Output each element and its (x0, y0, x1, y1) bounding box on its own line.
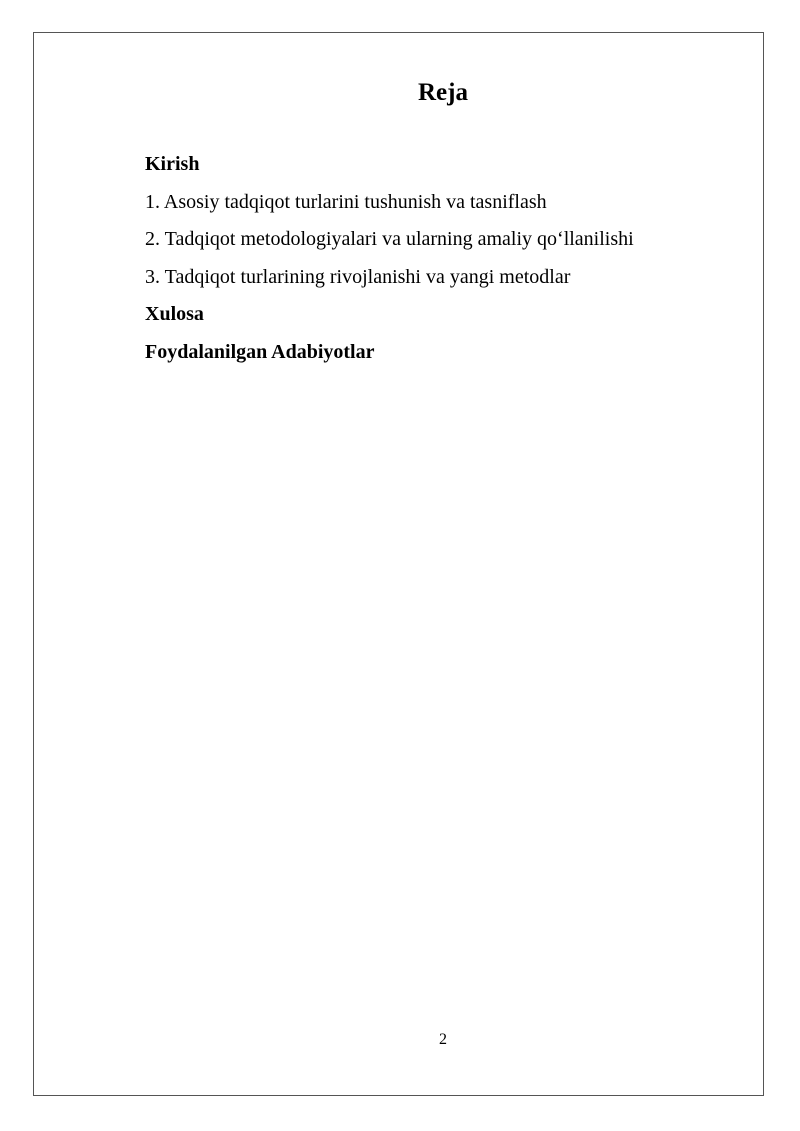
toc-item-section-1: 1. Asosiy tadqiqot turlarini tushunish va tasniflash (145, 190, 547, 213)
toc-item-references: Foydalanilgan Adabiyotlar (145, 340, 375, 363)
toc-item-conclusion: Xulosa (145, 303, 204, 325)
toc-item-section-2: 2. Tadqiqot metodologiyalari va ularning amaliy qo‘llanilishi (145, 228, 634, 250)
page-number: 2 (439, 1031, 447, 1048)
table-of-contents (145, 146, 745, 371)
toc-item-section-3: 3. Tadqiqot turlarining rivojlanishi va yangi metodlar (145, 265, 571, 288)
page-title: Reja (418, 79, 468, 106)
toc-item-introduction: Kirish (145, 153, 200, 175)
